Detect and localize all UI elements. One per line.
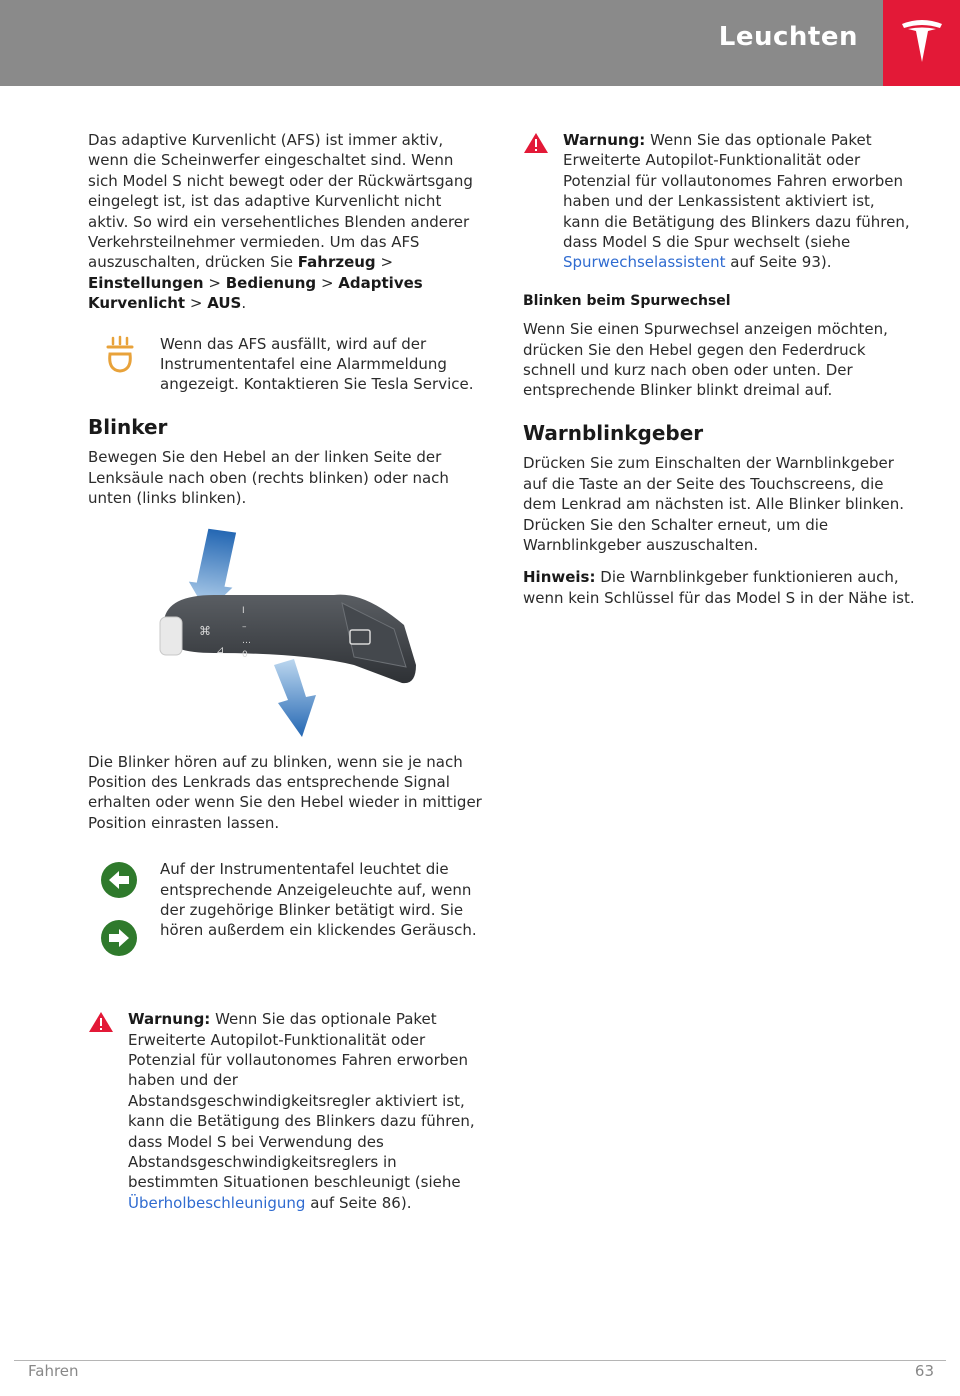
afs-intro-text: Das adaptive Kurvenlicht (AFS) ist immer aktiv, wenn die Scheinwerfer eingeschaltet sind. Wenn sich Model S nicht bewegt oder der Rückwärtsgang eingelegt ist, ist das adaptive Kurvenlicht nicht aktiv. So wird ein versehentliches Blenden anderer Verkehrsteilnehmer vermieden. Um das AFS auszuschalten, drücken Sie (88, 131, 473, 272)
ueberholbeschleunigung-link[interactable]: Überholbeschleunigung (128, 1193, 306, 1212)
left-column (88, 130, 482, 1225)
afs-intro (88, 130, 482, 314)
svg-text:…: … (242, 635, 251, 646)
right-column (523, 130, 915, 620)
path-sep: > (320, 273, 334, 292)
acc-warning (88, 1009, 482, 1213)
hint-label: Hinweis: (523, 568, 596, 587)
warning-label: Warnung: (128, 1010, 211, 1029)
blinker-stop-text: Die Blinker hören auf zu blinken, wenn sie je nach Position des Lenkrads das entsprechende Signal erhalten oder wenn Sie den Hebel wieder in mittiger Position einrasten lassen. (88, 752, 482, 832)
warning-end: auf Seite 86). (310, 1193, 412, 1212)
svg-text:–: – (242, 621, 247, 632)
turn-signal-lever-illustration (154, 525, 434, 740)
afs-note-text: Wenn das AFS ausfällt, wird auf der Instrumententafel eine Alarmmeldung angezeigt. Kontaktieren Sie Tesla Service. (160, 334, 474, 394)
warning-label: Warnung: (563, 131, 646, 149)
path-sep: > (189, 294, 203, 313)
blinker-text: Bewegen Sie den Hebel an der linken Seite der Lenksäule nach oben (rechts blinken) oder nach unten (links blinken). (88, 448, 449, 508)
path-adaptives-kurvenlicht: Adaptives Kurvenlicht (88, 273, 423, 313)
svg-text:⌘: ⌘ (199, 623, 211, 638)
page-header (0, 0, 960, 86)
tesla-logo-icon (900, 18, 944, 66)
path-aus: AUS (207, 294, 242, 313)
indicator-note (88, 859, 482, 969)
afs-warning-light-icon (100, 334, 140, 376)
hazard-heading: Warnblinkgeber (523, 420, 704, 445)
warning-text: Wenn Sie das optionale Paket Erweiterte Autopilot-Funktionalität oder Potenzial für vollautonomes Fahren erworben haben und der Abstandsgeschwindigkeitsregler aktiviert ist, kann die Betätigung des Blinkers dazu führen, dass Model S bei Verwendung des Abstandsgeschwindigkeitsreglers in bestimmten Situationen beschleunigt (siehe (128, 1010, 475, 1192)
path-einstellungen: Einstellungen (88, 273, 204, 292)
page-number: 63 (914, 1362, 934, 1380)
path-end: . (241, 294, 247, 313)
path-bedienung: Bedienung (225, 273, 317, 292)
blinker-heading: Blinker (88, 414, 168, 439)
spurwechselassistent-link[interactable]: Spurwechselassistent (563, 253, 726, 272)
warning-triangle-icon (88, 1011, 114, 1033)
footer-section: Fahren (28, 1362, 79, 1380)
indicator-note-text: Auf der Instrumententafel leuchtet die entsprechende Anzeigeleuchte auf, wenn der zugehörige Blinker betätigt wird. Sie hören außerdem ein klickendes Geräusch. (160, 860, 477, 940)
path-sep: > (380, 253, 394, 272)
path-fahrzeug: Fahrzeug (297, 253, 376, 272)
footer-divider (14, 1360, 946, 1361)
tesla-logo (883, 0, 960, 86)
lane-change-text: Wenn Sie einen Spurwechsel anzeigen möchten, drücken Sie den Hebel gegen den Federdruck schnell und kurz nach oben oder unten. Der entsprechende Blinker blinkt dreimal auf. (523, 320, 888, 400)
right-turn-indicator-icon (100, 919, 138, 957)
hazard-hint (523, 567, 915, 608)
turn-signal-lever-figure (154, 525, 434, 740)
warning-text: Wenn Sie das optionale Paket Erweiterte Autopilot-Funktionalität oder Potenzial für vollautonomes Fahren erworben haben und der Lenkassistent aktiviert ist, kann die Betätigung des Blinkers dazu führen, dass Model S die Spur wechselt (siehe (563, 131, 910, 252)
lane-change-heading: Blinken beim Spurwechsel (523, 292, 731, 309)
afs-fault-note (88, 334, 482, 395)
svg-text:I: I (242, 605, 245, 616)
autosteer-warning (523, 130, 915, 273)
page-title: Leuchten (718, 22, 858, 52)
hint-text: Die Warnblinkgeber funktionieren auch, wenn kein Schlüssel für das Model S in der Nähe ist. (523, 568, 915, 607)
hazard-text: Drücken Sie zum Einschalten der Warnblinkgeber auf die Taste an der Seite des Touchscreens, die dem Lenkrad am nächsten ist. Alle Blinker blinken. Drücken Sie den Schalter erneut, um die Warnblinkgeber auszuschalten. (523, 454, 904, 554)
warning-end: auf Seite 93). (730, 253, 832, 272)
svg-text:⊿: ⊿ (216, 644, 225, 656)
warning-triangle-icon (523, 132, 549, 154)
svg-text:0: 0 (242, 649, 248, 660)
path-sep: > (208, 273, 221, 292)
left-turn-indicator-icon (100, 861, 138, 899)
